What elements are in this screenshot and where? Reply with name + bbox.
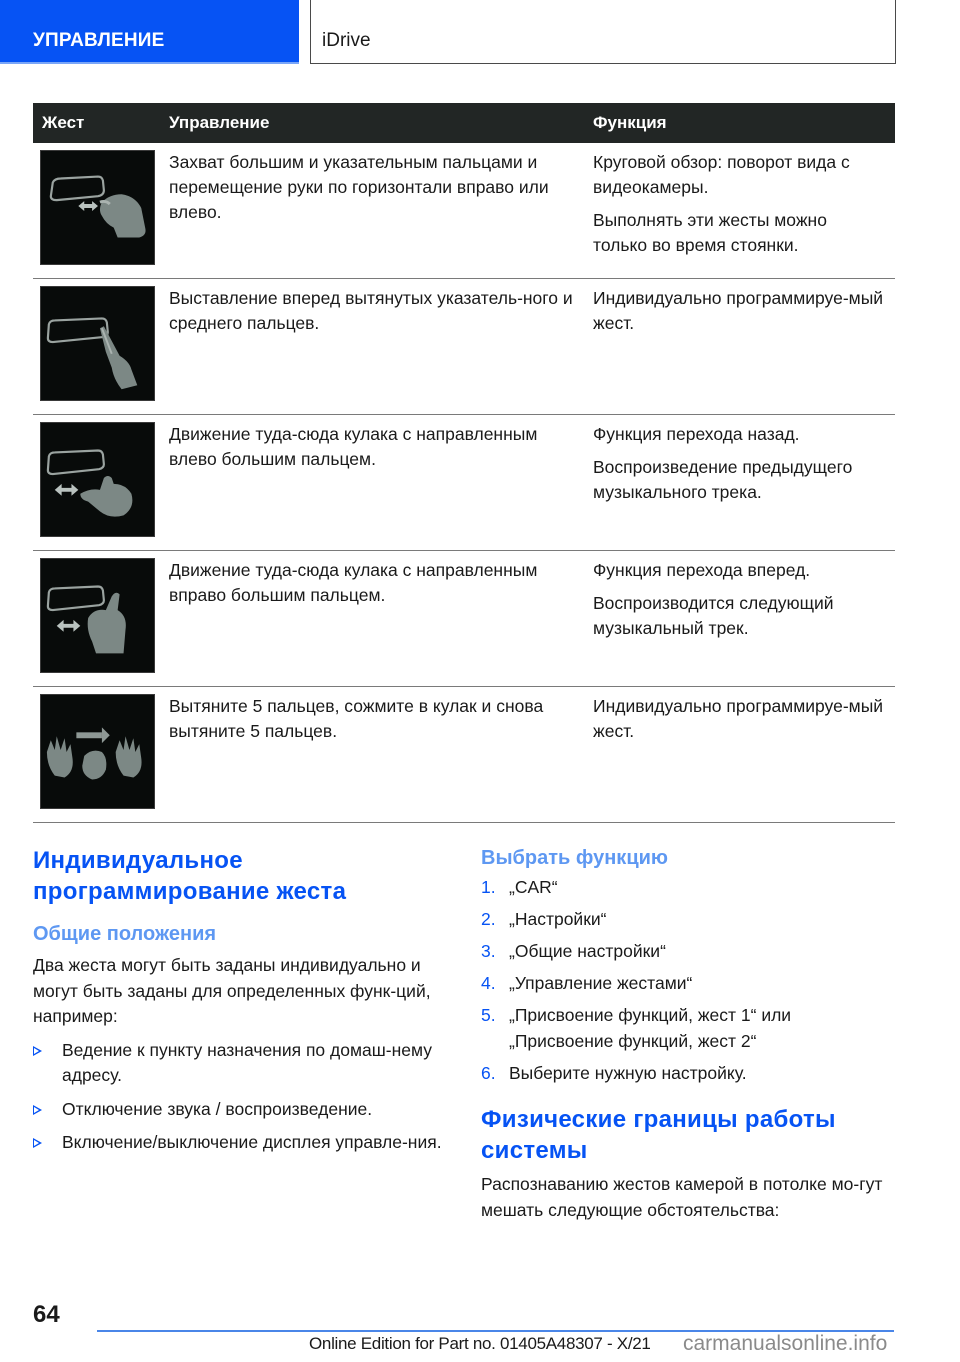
function-text: Функция перехода вперед. [593,560,811,580]
list-item [33,1097,443,1123]
step-number: 5. [481,1005,496,1025]
control-text: Захват большим и указательным пальцами и перемещение руки по горизонтали вправо или влево. [169,152,549,222]
list-item [33,1038,443,1089]
function-text: Функция перехода назад. [593,424,800,444]
list-item [33,1130,443,1156]
section-heading-programming: Индивидуальное программирование жеста [33,847,347,905]
list-item-text: Ведение к пункту назначения по домаш-нему адресу. [62,1039,432,1085]
triangle-bullet-icon [33,1046,42,1056]
page-number: 64 [33,1301,60,1328]
subheading-general: Общие положения [33,923,217,945]
steps-list [481,875,891,1086]
step-text: Выберите нужную настройку. [509,1062,747,1083]
right-column [481,845,891,1223]
function-cell [583,687,895,822]
step-item [481,907,891,933]
triangle-bullet-icon [33,1138,42,1148]
section-tab [0,0,299,64]
list-item-text: Отключение звука / воспроизведение. [62,1098,373,1119]
control-text: Вытяните 5 пальцев, сожмите в кулак и снова вытяните 5 пальцев. [169,696,544,741]
chapter-box [310,0,896,64]
control-text: Движение туда-сюда кулака с направленным влево большим пальцем. [169,424,538,469]
gesture-two-fingers-point-icon [40,286,155,401]
limits-paragraph: Распознаванию жестов камерой в потолке мо-гут мешать следующие обстоятельства: [481,1174,883,1220]
section-heading-limits: Физические границы работы системы [481,1106,836,1164]
step-text: „Управление жестами“ [509,973,693,993]
function-text: Индивидуально программируе-мый жест. [593,696,884,741]
step-number: 1. [481,877,496,897]
step-item [481,939,891,965]
function-cell [583,551,895,686]
step-number: 2. [481,909,496,929]
gesture-five-fingers-fist-icon [40,694,155,809]
function-note: Выполнять эти жесты можно только во время стоянки. [593,210,827,255]
gesture-thumb-left-icon [40,422,155,537]
triangle-bullet-icon [33,1105,42,1115]
step-number: 6. [481,1062,496,1083]
table-row [33,279,895,415]
example-list [33,1038,443,1156]
step-number: 3. [481,941,496,961]
column-header-gesture: Жест [42,113,85,132]
edition-text: Online Edition for Part no. 01405A48307 - X/21 [309,1334,651,1353]
subheading-select-function: Выбрать функцию [481,847,668,869]
gesture-table [33,103,895,823]
step-text: „Общие настройки“ [509,941,666,961]
gesture-pinch-rotate-icon [40,150,155,265]
step-item [481,875,891,901]
left-column [33,845,443,1164]
table-row [33,143,895,279]
control-text: Движение туда-сюда кулака с направленным вправо большим пальцем. [169,560,538,605]
table-header [33,103,895,143]
watermark-text: carmanualsonline.info [683,1332,888,1355]
column-header-control: Управление [169,113,270,132]
step-number: 4. [481,973,496,993]
list-item-text: Включение/выключение дисплея управле-ния. [62,1132,442,1152]
intro-paragraph: Два жеста могут быть заданы индивидуально и могут быть заданы для определенных функ-ций, например: [33,955,431,1026]
function-text: Индивидуально программируе-мый жест. [593,288,884,333]
table-row [33,687,895,823]
function-note: Воспроизводится следующий музыкальный трек. [593,593,834,638]
table-row [33,551,895,687]
step-item [481,971,891,997]
step-item [481,1061,891,1087]
table-row [33,415,895,551]
function-cell [583,415,895,550]
chapter-title: iDrive [322,30,371,51]
function-cell [583,279,895,414]
function-text: Круговой обзор: поворот вида с видеокамеры. [593,152,850,197]
function-cell [583,143,895,278]
control-text: Выставление вперед вытянутых указатель-ного и среднего пальцев. [169,288,573,333]
step-text: „CAR“ [509,877,558,897]
step-item [481,1003,891,1054]
step-text: „Присвоение функций, жест 1“ или „Присвоение функций, жест 2“ [509,1005,792,1051]
section-title: УПРАВЛЕНИЕ [33,30,165,51]
column-header-function: Функция [593,113,667,132]
function-note: Воспроизведение предыдущего музыкального трека. [593,457,853,502]
gesture-thumb-right-icon [40,558,155,673]
step-text: „Настройки“ [509,909,607,929]
